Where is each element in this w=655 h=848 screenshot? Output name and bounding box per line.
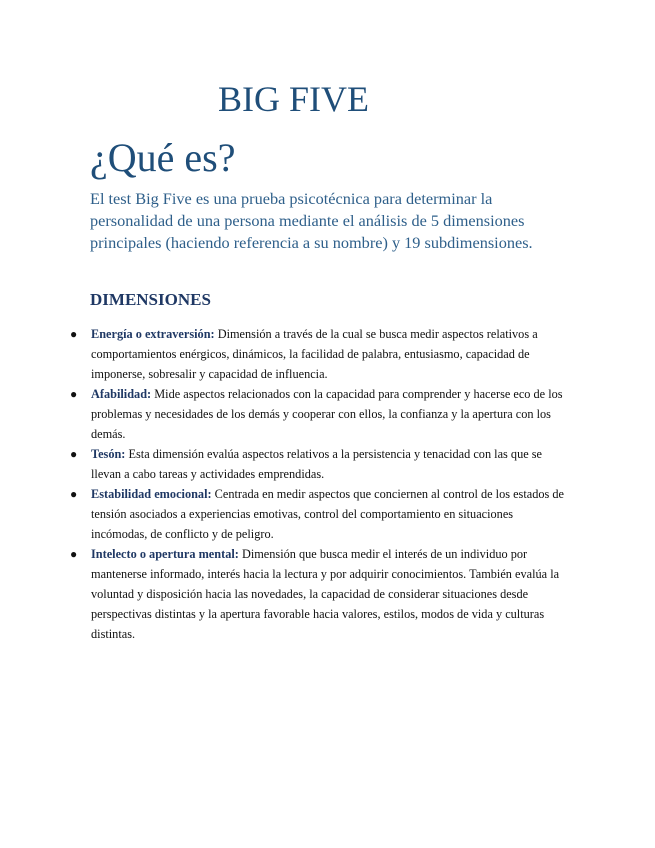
dimension-description: Mide aspectos relacionados con la capacidad para comprender y hacerse eco de los problemas y necesidades de los demás y cooperar con ellos, la confianza y la apertura con los demás. (91, 387, 563, 441)
bullet-icon: ● (70, 387, 78, 401)
dimension-description: Dimensión que busca medir el interés de un individuo por mantenerse informado, interés hacia la lectura y por adquirir conocimientos. También evalúa la voluntad y disposición hacia las novedades, la capacidad de considerar situaciones desde perspectivas distintas y la apertura favorable hacia valores, estilos, modos de vida y culturas distintas. (91, 547, 560, 641)
list-item (70, 444, 570, 484)
dimension-description: Centrada en medir aspectos que conciernen al control de los estados de tensión asociados a experiencias emotivas, control del comportamiento en situaciones incómodas, de conflicto y de peligro. (91, 487, 564, 541)
section-subtitle: ¿Qué es? (90, 135, 236, 180)
dimension-name: Intelecto o apertura mental: (91, 547, 239, 561)
dimension-name: Estabilidad emocional: (91, 487, 212, 501)
list-item (70, 384, 570, 444)
dimension-description: Esta dimensión evalúa aspectos relativos a la persistencia y tenacidad con las que se llevan a cabo tareas y actividades emprendidas. (91, 447, 542, 481)
bullet-icon: ● (70, 447, 78, 461)
list-item (70, 484, 570, 544)
dimension-name: Tesón: (91, 447, 126, 461)
intro-paragraph: El test Big Five es una prueba psicotécnica para determinar la personalidad de una persona mediante el análisis de 5 dimensiones principales (haciendo referencia a su nombre) y 19 subdimensiones. (90, 189, 533, 252)
dimensions-list (70, 324, 570, 644)
bullet-icon: ● (70, 327, 78, 341)
bullet-icon: ● (70, 487, 78, 501)
document-title: BIG FIVE (218, 79, 369, 119)
dimension-description: Dimensión a través de la cual se busca medir aspectos relativos a comportamientos enérgicos, dinámicos, la facilidad de palabra, entusiasmo, capacidad de imponerse, sobresalir y capacidad de influencia. (91, 327, 538, 381)
bullet-icon: ● (70, 547, 78, 561)
list-item (70, 324, 570, 384)
dimension-name: Afabilidad: (91, 387, 152, 401)
dimension-name: Energía o extraversión: (91, 327, 215, 341)
list-item (70, 544, 570, 644)
dimensions-heading: DIMENSIONES (90, 290, 211, 309)
